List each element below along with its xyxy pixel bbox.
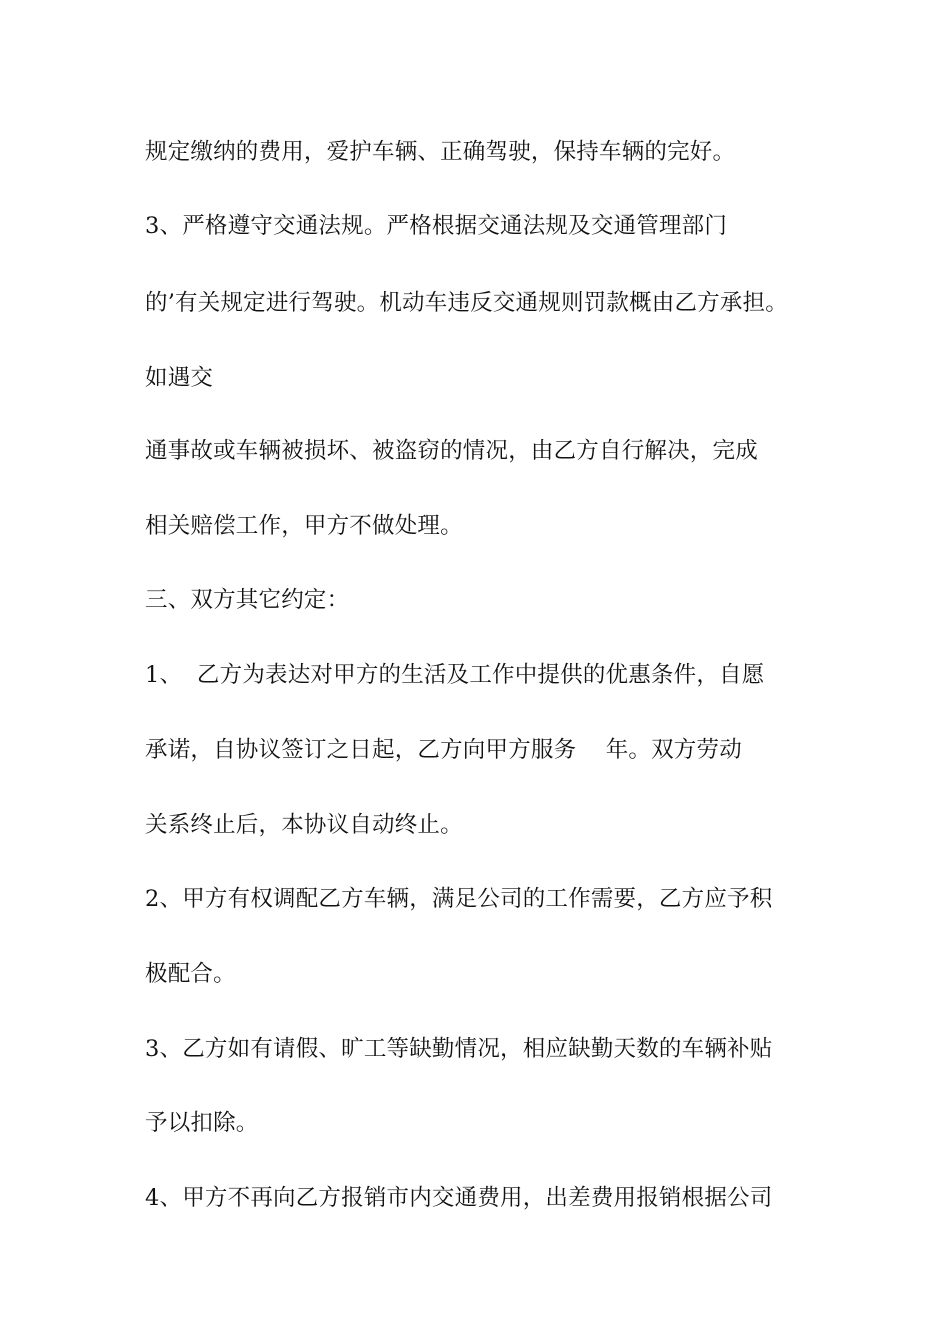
text-line: 1、 乙方为表达对甲方的生活及工作中提供的优惠条件，自愿 <box>145 662 765 688</box>
section-heading: 三、双方其它约定： <box>145 587 350 613</box>
text-line: 极配合。 <box>145 961 236 987</box>
text-line: 2、甲方有权调配乙方车辆，满足公司的工作需要，乙方应予积 <box>145 886 773 912</box>
text-line: 4、甲方不再向乙方报销市内交通费用，出差费用报销根据公司 <box>145 1185 773 1211</box>
text-line: 承诺，自协议签订之日起，乙方向甲方服务 年。双方劳动 <box>145 737 742 763</box>
text-line: 如遇交 <box>145 365 214 391</box>
text-line: 3、乙方如有请假、旷工等缺勤情况，相应缺勤天数的车辆补贴 <box>145 1036 773 1062</box>
text-line: 3、严格遵守交通法规。严格根据交通法规及交通管理部门 <box>145 213 728 239</box>
text-line: 规定缴纳的费用，爱护车辆、正确驾驶，保持车辆的完好。 <box>145 139 736 165</box>
text-line: 关系终止后，本协议自动终止。 <box>145 812 463 838</box>
text-line: 通事故或车辆被损坏、被盗窃的情况，由乙方自行解决，完成 <box>145 438 758 464</box>
text-line: 予以扣除。 <box>145 1110 259 1136</box>
text-line: 相关赔偿工作，甲方不做处理。 <box>145 513 463 539</box>
text-line: 的’有关规定进行驾驶。机动车违反交通规则罚款概由乙方承担。 <box>145 290 788 316</box>
